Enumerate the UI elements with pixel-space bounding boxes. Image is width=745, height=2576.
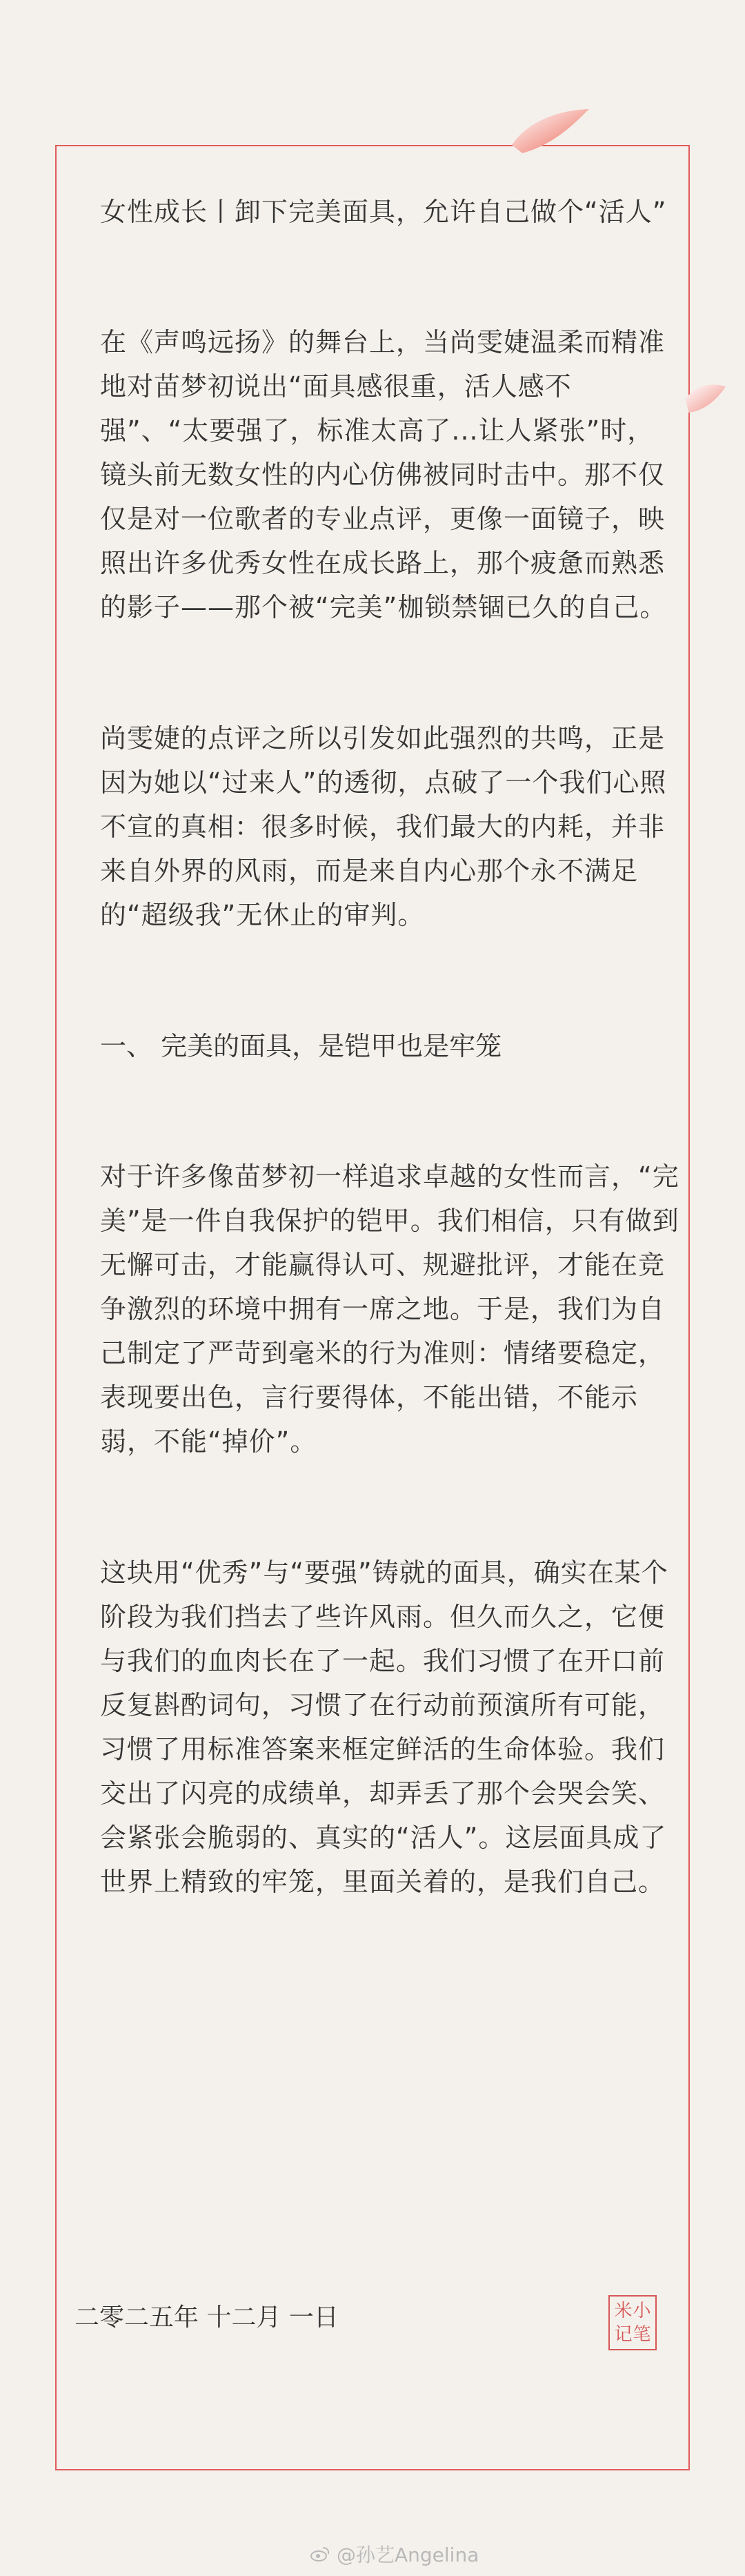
seal-char: 小: [633, 2301, 651, 2321]
watermark-text: @孙艺Angelina: [337, 2544, 479, 2566]
article-title: 女性成长丨卸下完美面具，允许自己做个“活人”: [100, 197, 667, 227]
paragraph-insight: 尚雯婕的点评之所以引发如此强烈的共鸣，正是因为她以“过来人”的透彻，点破了一个我们心照不宣的真相：很多时候，我们最大的内耗，并非来自外界的风雨，而是来自内心那个永不满足的“超级我”无休止的审判。: [100, 723, 667, 930]
article-date: 二零二五年 十二月 一日: [74, 2303, 339, 2332]
seal-char: 记: [614, 2324, 633, 2345]
paragraph-intro: 在《声鸣远扬》的舞台上，当尚雯婕温柔而精准地对苗梦初说出“面具感很重，活人感不强”、“太要强了，标准太高了...让人紧张”时，镜头前无数女性的内心仿佛被同时击中。那不仅仅是对一位歌者的专业点评，更像一面镜子，映照出许多优秀女性在成长路上，那个疲惫而熟悉的影子——那个被“完美”枷锁禁锢已久的自己。: [100, 327, 667, 622]
paragraph-cage: 这块用“优秀”与“要强”铸就的面具，确实在某个阶段为我们挡去了些许风雨。但久而久之，它便与我们的血肉长在了一起。我们习惯了在开口前反复斟酌词句，习惯了在行动前预演所有可能，习惯了用标准答案来框定鲜活的生命体验。我们交出了闪亮的成绩单，却弄丢了那个会哭会笑、会紧张会脆弱的、真实的“活人”。这层面具成了世界上精致的牢笼，里面关着的，是我们自己。: [100, 1557, 668, 1897]
seal-char: 笔: [633, 2324, 651, 2345]
paragraph-armor: 对于许多像苗梦初一样追求卓越的女性而言，“完美”是一件自我保护的铠甲。我们相信，只有做到无懈可击，才能赢得认可、规避批评，才能在竞争激烈的环境中拥有一席之地。于是，我们为自己制定了严苛到毫米的行为准则：情绪要稳定，表现要出色，言行要得体，不能出错，不能示弱，不能“掉价”。: [100, 1161, 679, 1457]
weibo-watermark: [310, 2540, 479, 2568]
seal-char: 米: [614, 2301, 633, 2321]
weibo-icon: [310, 2546, 330, 2562]
section-heading: 一、 完美的面具，是铠甲也是牢笼: [100, 1031, 502, 1061]
article-body: [100, 190, 679, 1991]
seal-stamp-icon: [608, 2295, 657, 2350]
